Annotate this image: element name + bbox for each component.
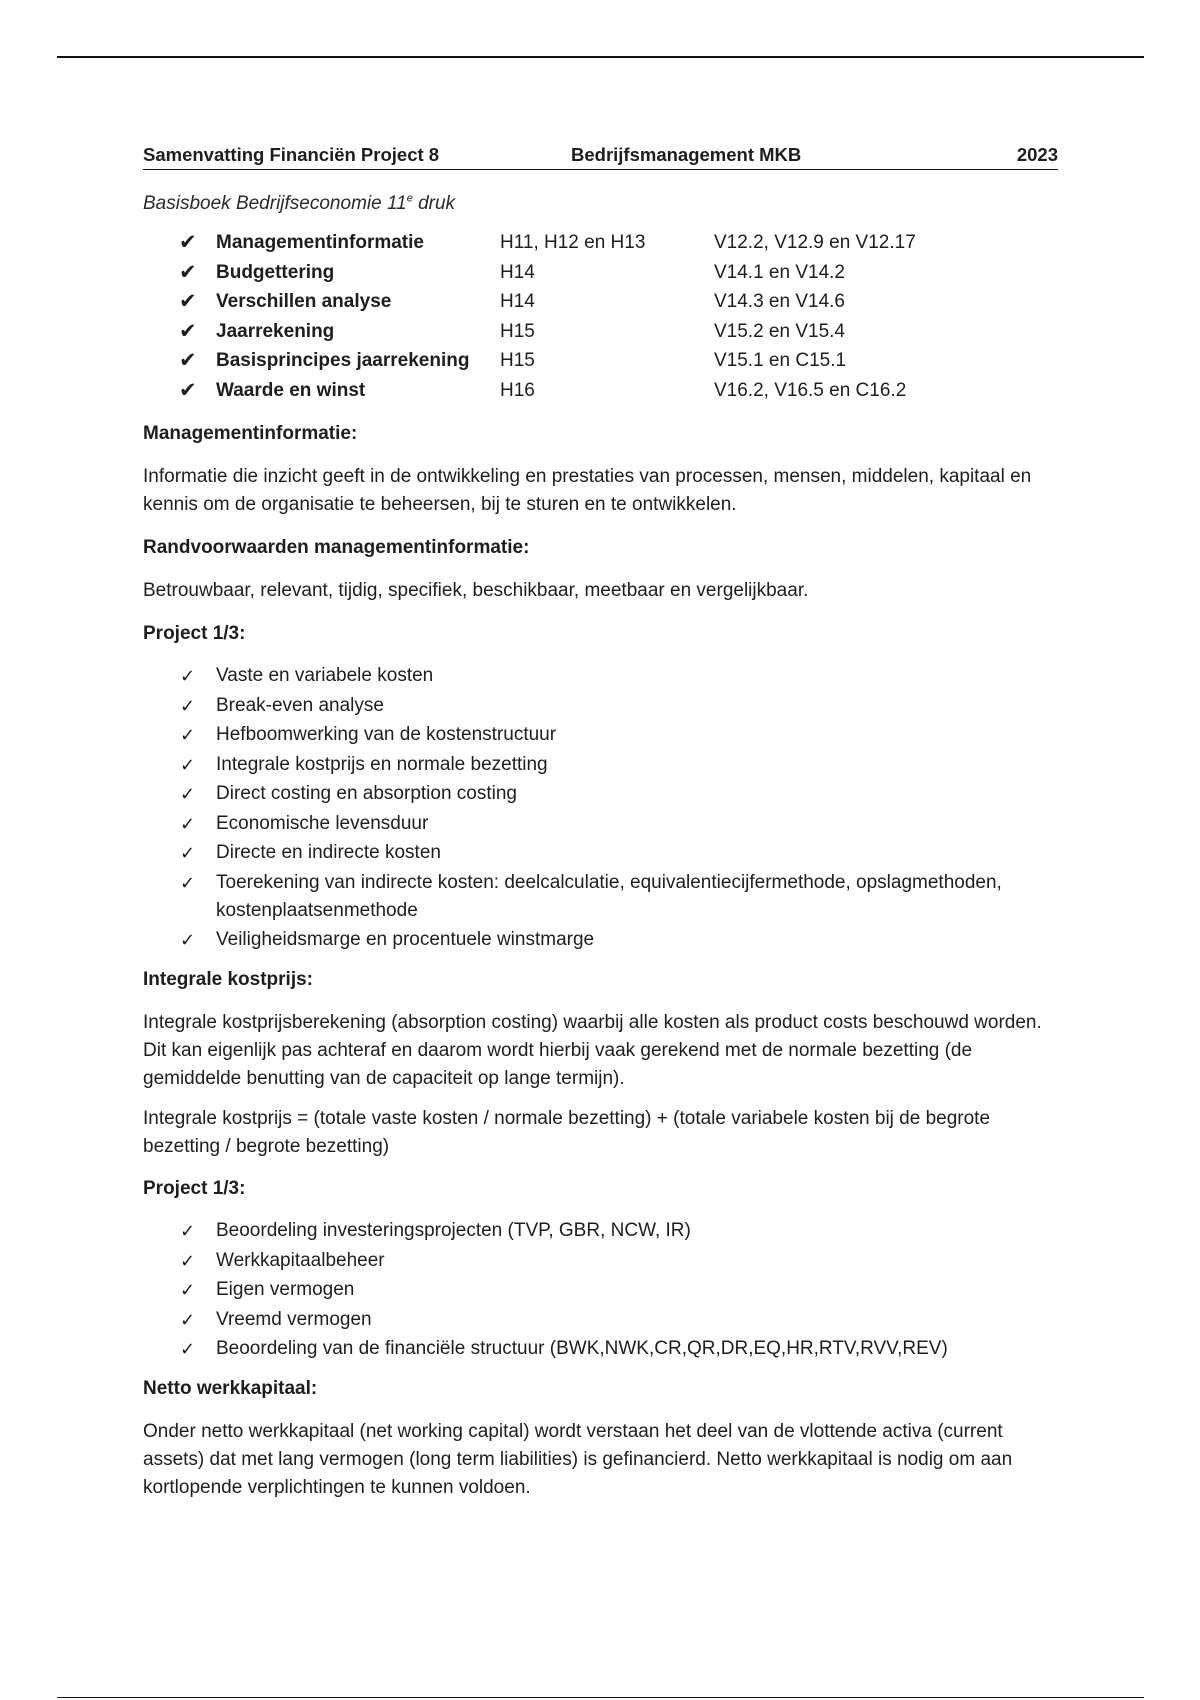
subtitle-suffix: druk (412, 193, 456, 214)
list-item (143, 1306, 1058, 1334)
list-item-text: Direct costing en absorption costing (216, 783, 517, 804)
list-item-text: Vaste en variabele kosten (216, 665, 434, 686)
topic-row (143, 347, 1058, 377)
list-item (143, 869, 1058, 925)
list-item-text: Directe en indirecte kosten (216, 842, 441, 863)
checkmark-icon: ✓ (180, 1250, 196, 1271)
topic-name: Waarde en winst (216, 379, 366, 401)
checkmark-icon: ✓ (180, 930, 196, 950)
topic-name: Budgettering (216, 261, 335, 283)
topic-references: V12.2, V12.9 en V12.17 (714, 232, 916, 253)
section-heading-integrale-kostprijs: Integrale kostprijs: (143, 969, 313, 990)
header-year: 2023 (1016, 144, 1058, 165)
checkmark-icon: ✔ (179, 349, 197, 372)
topic-chapters: H14 (500, 261, 535, 283)
topic-chapters: H15 (500, 350, 535, 371)
checkmark-icon: ✓ (180, 1280, 196, 1300)
top-rule (57, 56, 1144, 58)
list-item (143, 1217, 1058, 1245)
checkmark-icon: ✓ (180, 1309, 196, 1330)
list-item (143, 780, 1058, 808)
page-header (143, 142, 1058, 170)
checkmark-icon: ✓ (180, 666, 196, 686)
section-heading-randvoorwaarden: Randvoorwaarden managementinformatie: (143, 537, 530, 558)
list-item-text: Werkkapitaalbeheer (216, 1249, 385, 1271)
list-item (143, 839, 1058, 867)
list-item-text: Economische levensduur (216, 812, 429, 834)
project-2-list (143, 1217, 1058, 1363)
topic-chapters: H15 (500, 320, 535, 342)
list-item (143, 721, 1058, 749)
topic-references: V15.2 en V15.4 (714, 320, 845, 342)
list-item-text: Integrale kostprijs en normale bezetting (216, 753, 548, 775)
list-item-text: Break-even analyse (216, 694, 384, 716)
list-item (143, 1247, 1058, 1275)
section-heading-project-1: Project 1/3: (143, 623, 246, 644)
checkmark-icon: ✓ (180, 872, 196, 893)
list-item-text: Veiligheidsmarge en procentuele winstmarge (216, 929, 595, 950)
subtitle-sup: e (406, 192, 413, 205)
list-item (143, 1335, 1058, 1363)
list-item (143, 810, 1058, 838)
topic-chapters: H11, H12 en H13 (500, 232, 646, 253)
checkmark-icon: ✓ (180, 754, 196, 775)
checkmark-icon: ✓ (180, 1339, 196, 1359)
header-course: Bedrijfsmanagement MKB (571, 144, 802, 165)
topic-name: Jaarrekening (216, 320, 335, 342)
list-item (143, 662, 1058, 690)
list-item-text: Vreemd vermogen (216, 1308, 372, 1330)
subtitle-text: Basisboek Bedrijfseconomie 11 (143, 193, 407, 214)
topic-name: Basisprincipes jaarrekening (216, 350, 470, 371)
paragraph-integrale-kostprijs-1: Integrale kostprijsberekening (absorption costing) waarbij alle kosten als product costs beschouwd worden. Dit kan eigenlijk pas achteraf en daarom wordt hierbij vaak gerekend met de normale bezetting (de gemiddelde benutting van de capaciteit op lange termijn). (143, 1012, 1042, 1089)
topic-name: Managementinformatie (216, 232, 424, 253)
document-page (143, 142, 1058, 1502)
list-item-text: Toerekening van indirecte kosten: deelcalculatie, equivalentiecijfermethode, opslagmethoden, kostenplaatsenmethode (216, 871, 1002, 921)
topic-references: V16.2, V16.5 en C16.2 (714, 379, 907, 401)
list-item-text: Beoordeling van de financiële structuur (BWK,NWK,CR,QR,DR,EQ,HR,RTV,RVV,REV) (216, 1338, 948, 1359)
list-item (143, 1276, 1058, 1304)
topic-row (143, 229, 1058, 259)
checkmark-icon: ✔ (179, 260, 197, 284)
book-subtitle (143, 190, 1058, 218)
checkmark-icon: ✓ (180, 1221, 196, 1241)
section-heading-project-2: Project 1/3: (143, 1178, 246, 1199)
topic-row (143, 318, 1058, 348)
checkmark-icon: ✓ (180, 843, 196, 863)
header-title: Samenvatting Financiën Project 8 (143, 144, 440, 165)
list-item-text: Hefboomwerking van de kostenstructuur (216, 724, 557, 745)
topic-references: V15.1 en C15.1 (714, 350, 847, 371)
topic-row (143, 377, 1058, 407)
checkmark-icon: ✓ (180, 813, 196, 834)
paragraph-integrale-kostprijs-formula: Integrale kostprijs = (totale vaste kosten / normale bezetting) + (totale variabele kosten bij de begrote bezetting / begrote bezetting) (143, 1108, 991, 1157)
paragraph-randvoorwaarden: Betrouwbaar, relevant, tijdig, specifiek, beschikbaar, meetbaar en vergelijkbaar. (143, 580, 809, 601)
checkmark-icon: ✔ (179, 290, 197, 313)
topic-row (143, 288, 1058, 318)
checkmark-icon: ✓ (180, 695, 196, 716)
checkmark-icon: ✓ (180, 725, 196, 745)
section-heading-managementinformatie: Managementinformatie: (143, 423, 358, 444)
checkmark-icon: ✔ (179, 378, 197, 402)
topic-chapters: H16 (500, 379, 535, 401)
bottom-rule (57, 1697, 1144, 1698)
topic-name: Verschillen analyse (216, 291, 392, 312)
list-item (143, 692, 1058, 720)
checkmark-icon: ✔ (179, 319, 197, 343)
topic-table (143, 229, 1058, 406)
list-item-text: Eigen vermogen (216, 1279, 355, 1300)
list-item (143, 751, 1058, 779)
paragraph-netto-werkkapitaal: Onder netto werkkapitaal (net working capital) wordt verstaan het deel van de vlottende activa (current assets) dat met lang vermogen (long term liabilities) is gefinancierd. Netto werkkapitaal is nodig om aan kortlopende verplichtingen te kunnen voldoen. (143, 1421, 1013, 1498)
checkmark-icon: ✓ (180, 784, 196, 804)
checkmark-icon: ✔ (179, 231, 197, 254)
section-heading-netto-werkkapitaal: Netto werkkapitaal: (143, 1378, 318, 1399)
list-item (143, 926, 1058, 954)
topic-row (143, 259, 1058, 289)
list-item-text: Beoordeling investeringsprojecten (TVP, GBR, NCW, IR) (216, 1220, 691, 1241)
topic-chapters: H14 (500, 291, 535, 312)
paragraph-managementinformatie: Informatie die inzicht geeft in de ontwikkeling en prestaties van processen, mensen, middelen, kapitaal en kennis om de organisatie te beheersen, bij te sturen en te ontwikkelen. (143, 466, 1032, 515)
topic-references: V14.3 en V14.6 (714, 291, 845, 312)
topic-references: V14.1 en V14.2 (714, 261, 845, 283)
project-1-list (143, 662, 1058, 954)
